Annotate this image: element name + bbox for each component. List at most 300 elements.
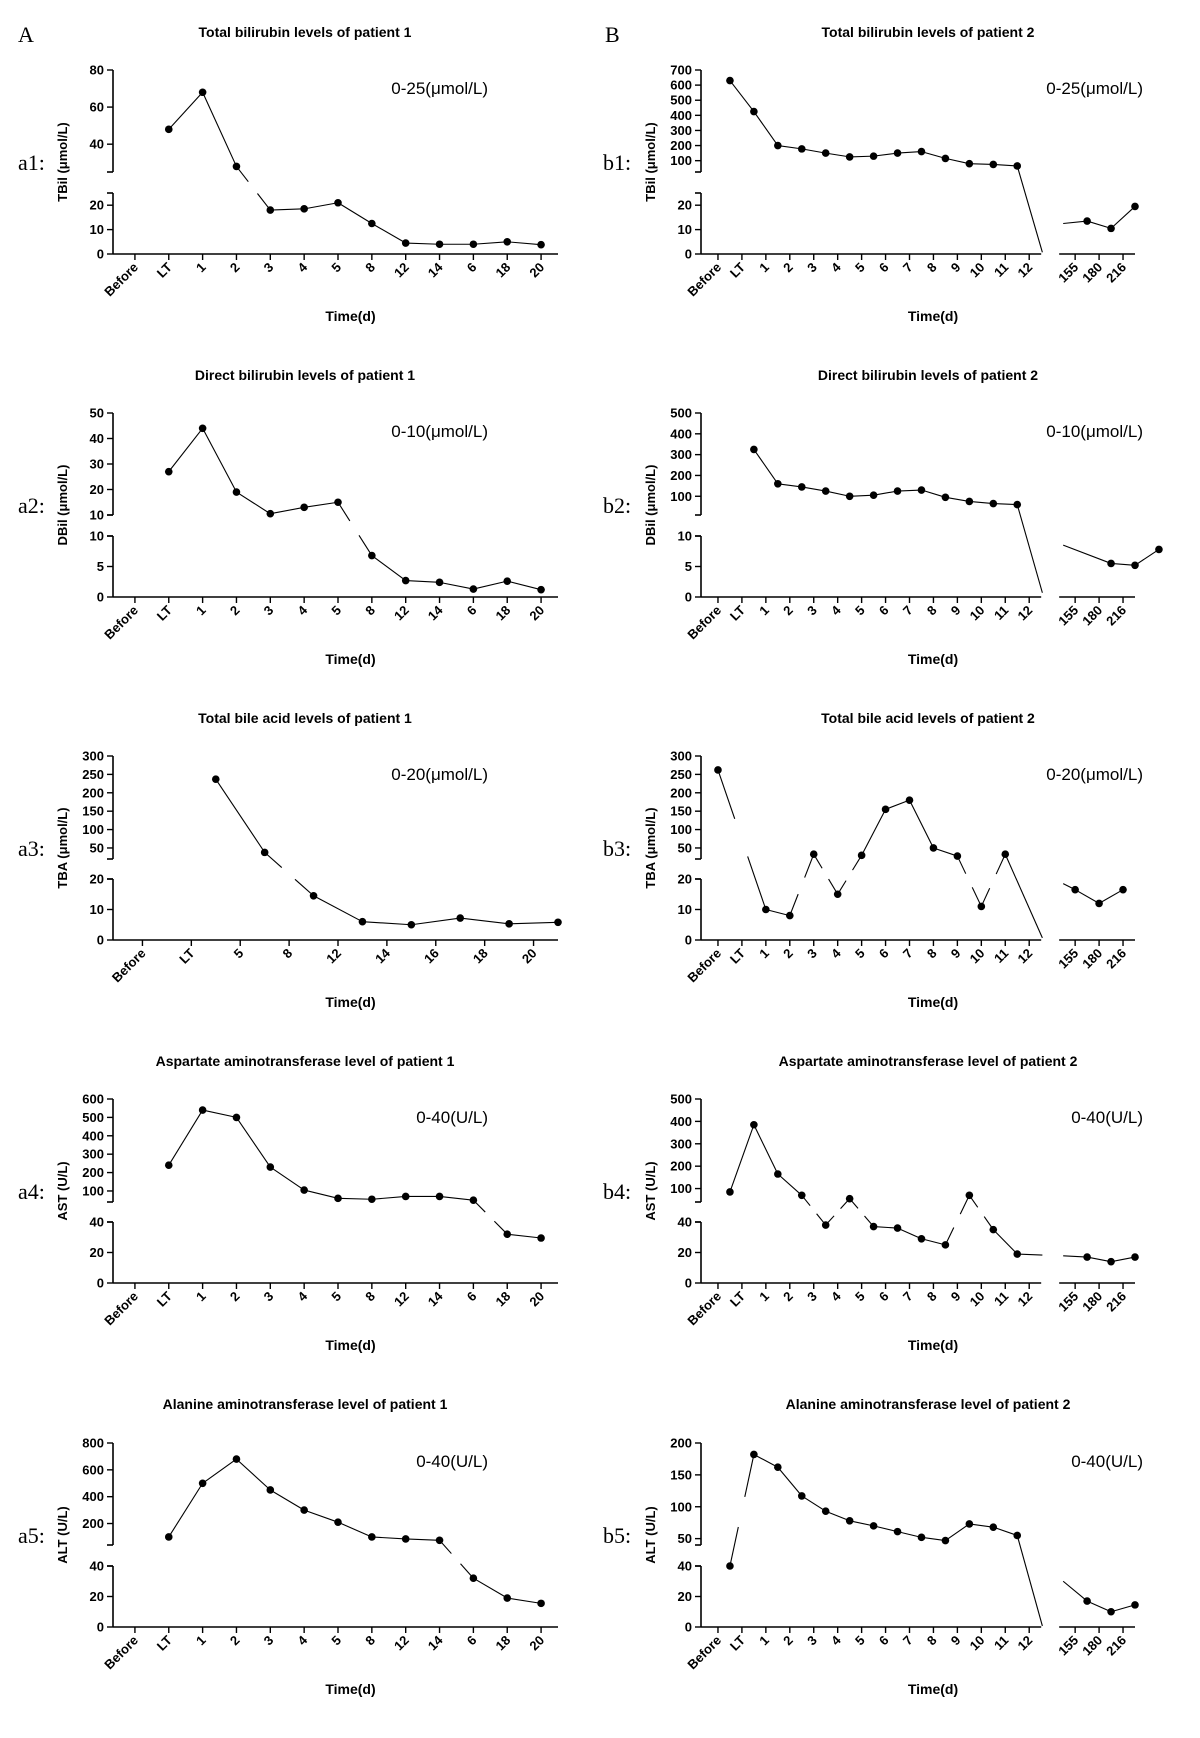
x-tick-label: 8 [923,1288,940,1305]
x-tick-label: Before [684,945,725,986]
x-tick-label: 8 [279,945,296,962]
y-tick-label: 400 [670,107,692,123]
panel-label: b2: [603,493,632,518]
data-point [537,241,545,249]
y-tick-label: 500 [670,405,692,421]
data-point [882,806,890,814]
y-tick-label: 0 [96,589,104,605]
data-point [1131,1601,1139,1609]
series-line [304,1190,338,1198]
x-tick-label: 5 [852,945,868,962]
x-tick-label: 2 [780,602,796,619]
data-point [1131,1253,1139,1261]
x-tick-label: 3 [260,1632,277,1649]
x-axis-label: Time(d) [907,651,959,667]
x-tick-label: LT [726,602,749,624]
x-tick-label: 4 [294,1632,311,1649]
y-tick-label: 250 [670,766,692,782]
chart-b1 [603,24,1143,324]
x-tick-label: 12 [1014,1288,1036,1310]
x-axis-label: Time(d) [907,1681,959,1697]
range-annotation: 0-40(U/L) [416,1452,488,1471]
data-point [942,1537,950,1545]
figure-label-b: B [605,22,620,47]
data-point [1013,501,1021,509]
range-annotation: 0-40(U/L) [416,1108,488,1127]
series-line [338,203,372,224]
chart-b5 [603,1396,1143,1697]
chart-title: Aspartate aminotransferase level of patient 2 [778,1053,1078,1069]
x-tick-label: 18 [492,1288,514,1310]
panel-label: a2: [18,493,45,518]
chart-title: Total bilirubin levels of patient 2 [821,24,1035,40]
data-point [870,1223,878,1231]
y-tick-label: 200 [82,785,104,801]
x-tick-label: 8 [362,259,378,276]
y-tick-label: 300 [82,748,104,764]
data-point [368,1533,376,1541]
data-point [503,238,511,246]
series-line [169,92,203,129]
y-tick-label: 10 [677,902,692,917]
x-tick-label: LT [726,259,749,281]
x-tick-label: 4 [828,602,844,619]
data-point [310,892,318,900]
x-tick-label: 180 [1079,259,1106,286]
x-axis-label: Time(d) [325,308,376,324]
x-tick-label: 12 [1014,1632,1036,1654]
x-tick-label: Before [101,1288,142,1329]
x-tick-label: LT [726,945,749,967]
data-point [470,585,478,593]
data-point [930,844,938,852]
x-tick-label: 3 [804,1632,820,1649]
series-line [338,1198,372,1199]
data-point [368,1195,376,1203]
x-tick-label: 6 [463,602,480,619]
data-point [846,1195,854,1203]
y-tick-label: 100 [82,1183,104,1199]
data-point [470,240,478,248]
y-tick-label: 50 [677,840,692,856]
series-line [945,1524,969,1541]
data-point [726,1188,734,1196]
chart-title: Total bile acid levels of patient 1 [198,710,412,726]
x-tick-label: 4 [294,602,311,619]
x-tick-label: 3 [804,259,820,276]
chart-b4 [603,1053,1143,1353]
x-tick-label: 155 [1055,1632,1082,1659]
data-point [199,1479,207,1487]
x-tick-label: 2 [780,1288,796,1305]
series-line [1017,505,1042,593]
y-axis-label: DBil (μmol/L) [643,464,658,546]
series-line [270,1490,304,1510]
x-tick-label: 216 [1103,1632,1130,1659]
range-annotation: 0-25(μmol/L) [1046,79,1143,98]
y-tick-label: 300 [670,1136,692,1152]
x-tick-label: 8 [923,259,940,276]
x-tick-label: LT [176,945,198,967]
series-line [1017,166,1042,252]
data-point [1013,1532,1021,1540]
data-point [714,766,722,774]
x-tick-label: LT [153,602,175,624]
x-tick-label: 9 [947,945,964,962]
chart-title: Total bilirubin levels of patient 1 [198,24,412,40]
data-point [822,1221,830,1229]
y-tick-label: 0 [96,932,104,948]
chart-title: Alanine aminotransferase level of patient 1 [162,1396,448,1412]
chart-a5 [18,1396,558,1697]
data-point [942,1241,950,1249]
x-tick-label: 6 [463,1632,480,1649]
data-point [1131,561,1139,569]
data-point [1083,1253,1091,1261]
x-tick-label: Before [684,1632,725,1673]
x-tick-label: 12 [323,945,345,967]
x-tick-label: 11 [991,1632,1012,1653]
data-point [870,152,878,160]
y-axis-label: ALT (U/L) [55,1506,70,1564]
x-tick-label: LT [153,1288,175,1310]
x-tick-label: 9 [947,1632,964,1649]
data-point [408,921,416,929]
y-tick-label: 400 [670,1113,692,1129]
series-line [993,1230,1017,1254]
data-point [822,487,830,495]
data-point [267,206,275,214]
x-tick-label: 2 [780,259,796,276]
series-line [910,800,934,848]
data-point [822,149,830,157]
series-line [372,556,406,581]
x-tick-label: 6 [875,1632,892,1649]
y-tick-label: 400 [82,1128,104,1144]
x-tick-label: 8 [362,1288,378,1305]
data-point [334,498,342,506]
y-axis-label: TBil (μmol/L) [55,122,70,202]
series-line [509,922,558,924]
x-tick-label: 155 [1055,945,1082,972]
data-point [334,1518,342,1526]
y-tick-label: 40 [89,431,104,446]
x-tick-label: 6 [875,259,892,276]
y-tick-label: 40 [89,1214,104,1230]
y-tick-label: 600 [82,1462,104,1478]
series-line [314,896,363,922]
y-tick-label: 400 [82,1489,104,1505]
x-tick-label: 3 [260,1288,277,1305]
data-point [989,1226,997,1234]
y-tick-label: 20 [677,1589,692,1604]
chart-a2 [18,367,558,667]
data-point [726,77,734,85]
x-axis-label: Time(d) [325,1337,376,1353]
x-tick-label: 3 [804,1288,820,1305]
x-tick-label: 9 [947,602,964,619]
data-point [810,850,818,858]
data-point [858,852,866,860]
y-tick-label: 300 [670,447,692,463]
range-annotation: 0-20(μmol/L) [391,765,488,784]
series-line [778,1467,802,1496]
y-tick-label: 20 [89,482,104,497]
series-line [507,242,541,245]
data-point [846,492,854,500]
y-tick-label: 150 [670,803,692,819]
y-tick-label: 200 [82,1165,104,1181]
data-point [726,1562,734,1570]
series-line [1087,1601,1111,1612]
data-point [233,1455,241,1463]
x-tick-label: 12 [1014,259,1036,281]
data-point [966,1520,974,1528]
series-line [236,1117,270,1167]
data-point [954,852,962,860]
x-tick-label: 12 [390,1288,412,1310]
x-tick-label: 1 [756,1288,772,1305]
data-point [774,1463,782,1471]
y-tick-label: 0 [96,1619,104,1635]
data-point [750,1121,758,1129]
y-tick-label: 10 [89,528,104,544]
data-point [1119,886,1127,894]
data-point [918,148,926,156]
x-tick-label: 18 [492,1632,514,1654]
x-tick-label: 12 [1014,945,1036,967]
data-point [334,1195,342,1203]
data-point [199,425,207,433]
y-tick-label: 500 [670,92,692,108]
x-tick-label: 180 [1079,945,1106,972]
x-tick-label: 6 [463,259,480,276]
x-tick-label: 1 [756,945,772,962]
data-point [300,504,308,512]
x-tick-label: 1 [756,259,772,276]
y-tick-label: 100 [670,1499,692,1515]
x-tick-label: 2 [226,602,243,619]
x-tick-label: 7 [899,1288,916,1305]
series-line [730,1125,754,1192]
x-tick-label: 14 [372,945,394,967]
chart-title: Direct bilirubin levels of patient 1 [194,367,416,383]
x-tick-label: 10 [966,1288,988,1310]
y-tick-label: 20 [677,197,692,213]
series-line [507,581,541,590]
x-tick-label: 216 [1103,1288,1130,1315]
x-tick-label: 18 [492,259,514,281]
y-tick-label: 0 [684,589,692,605]
data-point [505,920,513,928]
x-tick-label: 1 [193,1632,209,1649]
y-tick-label: 150 [670,1467,692,1483]
data-point [470,1574,478,1582]
x-tick-label: 216 [1103,602,1130,629]
data-point [554,919,562,927]
x-tick-label: 5 [852,1288,868,1305]
y-tick-label: 80 [89,62,104,78]
data-point [267,1486,275,1494]
x-tick-label: 5 [328,1632,345,1649]
series-line [993,1527,1017,1535]
y-tick-label: 40 [677,1558,692,1574]
x-tick-label: 9 [947,259,964,276]
series-line [203,1110,237,1117]
x-tick-label: 20 [526,259,548,281]
chart-a1 [18,24,558,324]
x-tick-label: 12 [390,1632,412,1654]
range-annotation: 0-10(μmol/L) [1046,422,1143,441]
x-tick-label: 14 [424,1632,446,1654]
x-tick-label: LT [726,1288,749,1310]
series-line [826,1511,850,1521]
y-tick-label: 40 [89,1558,104,1574]
series-line [406,1539,440,1540]
x-tick-label: 10 [966,602,988,624]
series-line [216,779,265,852]
x-axis-label: Time(d) [325,1681,376,1697]
y-axis-label: AST (U/L) [55,1161,70,1221]
y-tick-label: 0 [684,932,692,948]
data-point [1001,850,1009,858]
data-point [436,240,444,248]
x-tick-label: 1 [193,1288,209,1305]
x-tick-label: 11 [991,945,1012,966]
series-line [304,502,338,507]
data-point [798,483,806,491]
data-point [989,500,997,508]
x-tick-label: 20 [526,1288,548,1310]
data-point [822,1507,830,1515]
data-point [966,1191,974,1199]
data-point [436,1537,444,1545]
data-point [212,775,220,783]
x-tick-label: 2 [226,1288,243,1305]
data-point [942,494,950,502]
data-point [267,1163,275,1171]
x-tick-label: 16 [421,945,442,967]
x-tick-label: 5 [328,1288,345,1305]
x-tick-label: Before [101,1632,142,1673]
x-tick-label: 8 [362,602,378,619]
data-point [906,796,914,804]
y-axis-label: TBA (μmol/L) [643,807,658,889]
x-tick-label: LT [153,1632,175,1654]
x-tick-label: 6 [463,1288,480,1305]
panel-label: b1: [603,150,632,175]
series-line [1075,890,1099,904]
data-point [300,205,308,213]
data-point [774,1170,782,1178]
data-point [834,890,842,898]
data-point [918,1235,926,1243]
data-point [267,510,275,518]
y-tick-label: 200 [670,467,692,483]
data-point [846,1517,854,1525]
series-line [1005,854,1042,938]
series-line [1099,890,1123,904]
x-tick-label: 5 [852,1632,868,1649]
y-tick-label: 100 [670,822,692,838]
data-point [261,849,269,857]
y-tick-label: 30 [89,456,104,472]
y-tick-label: 20 [89,1589,104,1604]
data-point [1013,1250,1021,1258]
x-tick-label: 10 [966,1632,988,1654]
x-tick-label: 155 [1055,259,1082,286]
y-axis-label: ALT (U/L) [643,1506,658,1564]
series-line [372,1537,406,1539]
y-tick-label: 60 [89,99,104,115]
series-line [754,449,778,483]
y-tick-label: 10 [89,902,104,917]
data-point [1107,225,1115,233]
data-point [165,1533,173,1541]
x-tick-label: 1 [193,259,209,276]
y-tick-label: 200 [670,1158,692,1174]
range-annotation: 0-10(μmol/L) [391,422,488,441]
series-line [1063,545,1111,563]
x-tick-label: 4 [828,945,844,962]
x-tick-label: 5 [852,602,868,619]
series-line [270,1167,304,1190]
data-point [199,1106,207,1114]
data-point [456,914,464,922]
y-tick-label: 100 [82,822,104,838]
data-point [368,220,376,228]
y-tick-label: 0 [96,1275,104,1291]
x-tick-label: 6 [875,602,892,619]
series-line [1063,1581,1087,1601]
series-line [718,770,735,819]
data-point [1107,560,1115,568]
y-tick-label: 20 [89,1245,104,1260]
data-point [894,149,902,157]
y-tick-label: 20 [89,871,104,887]
y-tick-label: 300 [82,1146,104,1162]
x-tick-label: 216 [1103,259,1130,286]
data-point [774,480,782,488]
chart-a4 [18,1053,558,1353]
data-point [1107,1608,1115,1616]
data-point [503,1594,511,1602]
data-point [894,487,902,495]
range-annotation: 0-25(μmol/L) [391,79,488,98]
series-line [338,1522,372,1537]
chart-title: Aspartate aminotransferase level of patient 1 [155,1053,455,1069]
data-point [503,1230,511,1238]
panel-label: b4: [603,1179,632,1204]
x-tick-label: 3 [260,602,277,619]
series-line [440,1196,474,1200]
y-tick-label: 0 [96,246,104,262]
y-tick-label: 50 [677,1531,692,1547]
series-line [507,1234,541,1238]
y-axis-label: TBA (μmol/L) [55,807,70,889]
data-point [798,1492,806,1500]
series-line [754,1125,778,1174]
chart-title: Alanine aminotransferase level of patient 2 [785,1396,1071,1412]
x-tick-label: 7 [899,945,916,962]
series-line [730,1527,738,1566]
data-point [894,1224,902,1232]
chart-title: Total bile acid levels of patient 2 [821,710,1035,726]
series-line [372,1196,406,1199]
data-point [966,498,974,506]
panel-label: b5: [603,1523,632,1548]
x-axis-label: Time(d) [907,994,959,1010]
